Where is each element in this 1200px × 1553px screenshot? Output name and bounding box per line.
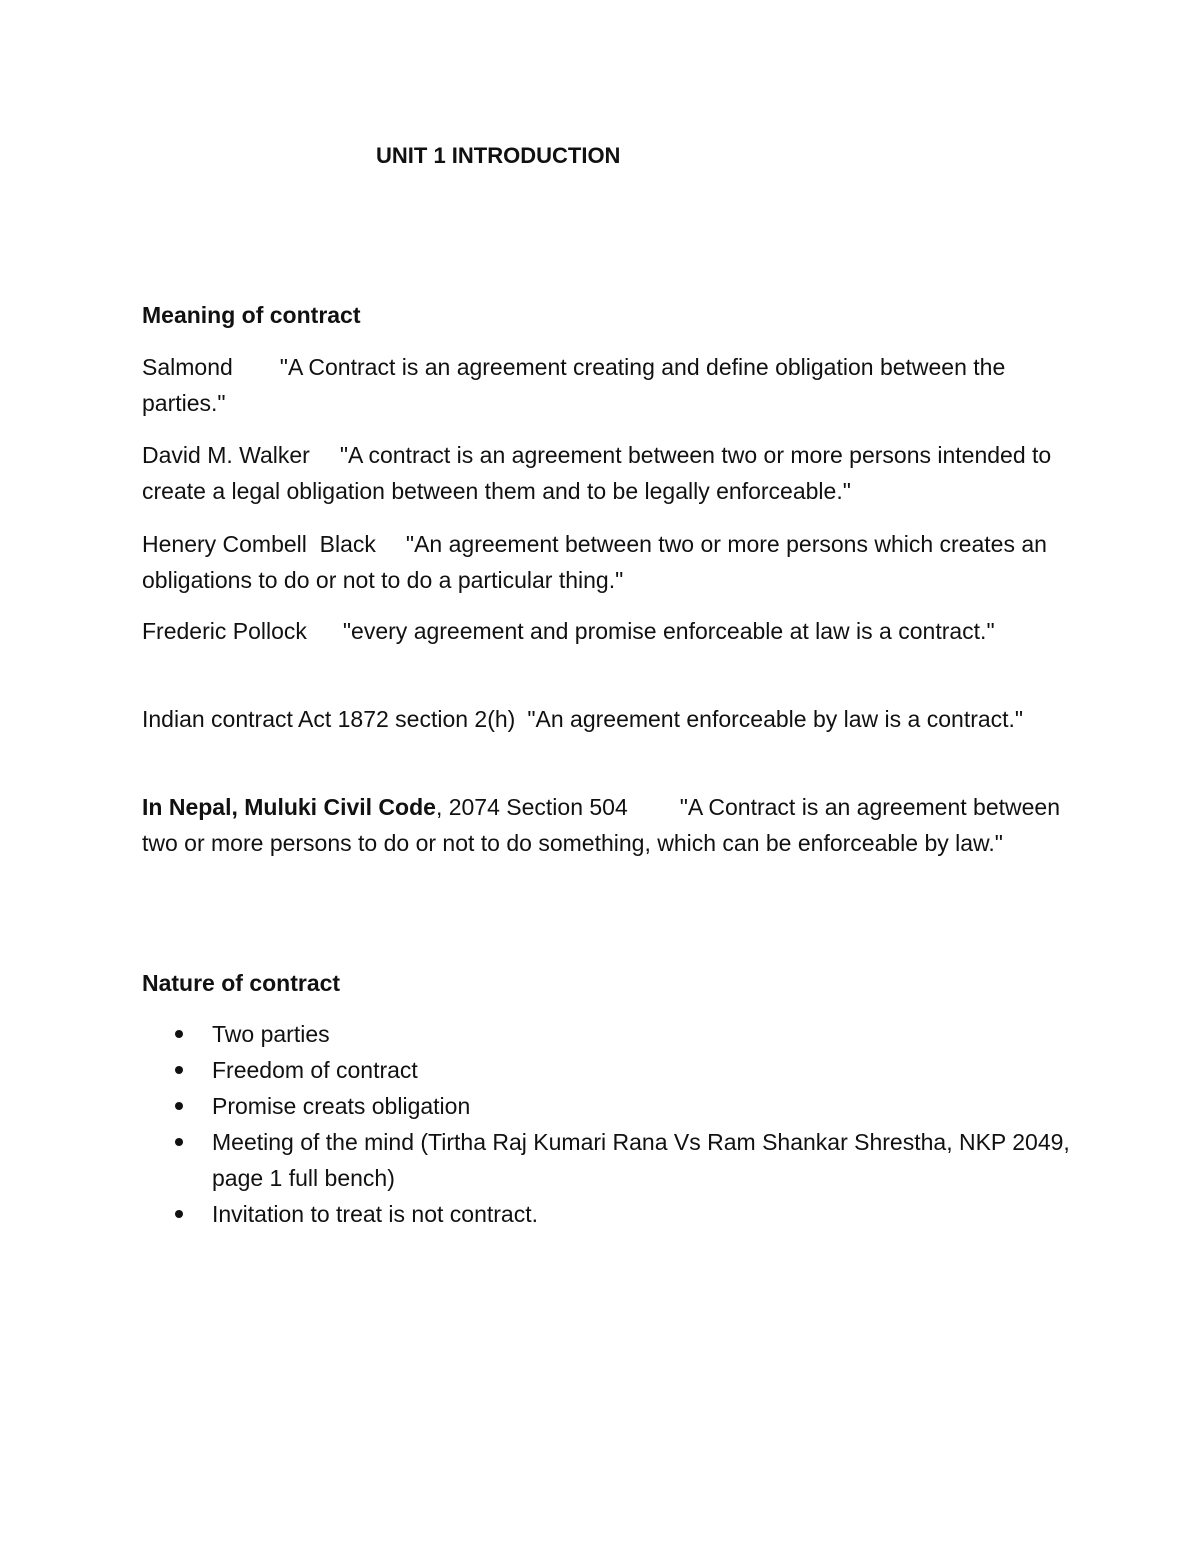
nature-heading: Nature of contract xyxy=(142,970,341,996)
definition-author: Frederic Pollock xyxy=(142,618,307,644)
definition-text: "A Contract is an agreement creating and define obligation between the parties." xyxy=(142,354,1006,416)
bullet-icon xyxy=(175,1030,183,1038)
definition-nepal-code xyxy=(142,789,1072,861)
definition-author: Indian contract Act 1872 section 2(h) xyxy=(142,706,516,732)
definition-author-bold: In Nepal, Muluki Civil Code xyxy=(142,794,436,820)
bullet-icon xyxy=(175,1210,183,1218)
definition-text: "An agreement enforceable by law is a contract." xyxy=(527,706,1024,732)
bullet-icon xyxy=(175,1138,183,1146)
bullet-icon xyxy=(175,1102,183,1110)
definition-author-rest: , 2074 Section 504 xyxy=(435,794,628,820)
definition-walker xyxy=(142,437,1072,509)
definition-black xyxy=(142,526,1072,598)
definition-indian-act xyxy=(142,701,1072,737)
page-title: UNIT 1 INTRODUCTION xyxy=(376,143,621,168)
nature-list xyxy=(142,1016,1072,1232)
list-item: Two parties xyxy=(142,1016,1072,1052)
list-item: Invitation to treat is not contract. xyxy=(142,1196,1072,1232)
list-item: Freedom of contract xyxy=(142,1052,1072,1088)
definition-author: Salmond xyxy=(142,354,233,380)
definition-text: "An agreement between two or more persons which creates an obligations to do or not to do a particular thing." xyxy=(142,531,1047,593)
list-item: Promise creats obligation xyxy=(142,1088,1072,1124)
definition-text: "A Contract is an agreement between two or more persons to do or not to do something, which can be enforceable by law." xyxy=(142,794,1060,856)
meaning-heading: Meaning of contract xyxy=(142,302,361,328)
definition-author: Henery Combell Black xyxy=(142,531,376,557)
definition-pollock xyxy=(142,613,1072,649)
definition-salmond xyxy=(142,349,1072,421)
definition-text: "A contract is an agreement between two or more persons intended to create a legal obligation between them and to be legally enforceable." xyxy=(142,442,1052,504)
definition-text: "every agreement and promise enforceable at law is a contract." xyxy=(342,618,995,644)
bullet-icon xyxy=(175,1066,183,1074)
list-item: Meeting of the mind (Tirtha Raj Kumari Rana Vs Ram Shankar Shrestha, NKP 2049, page 1 full bench) xyxy=(142,1124,1072,1196)
definition-author: David M. Walker xyxy=(142,442,310,468)
